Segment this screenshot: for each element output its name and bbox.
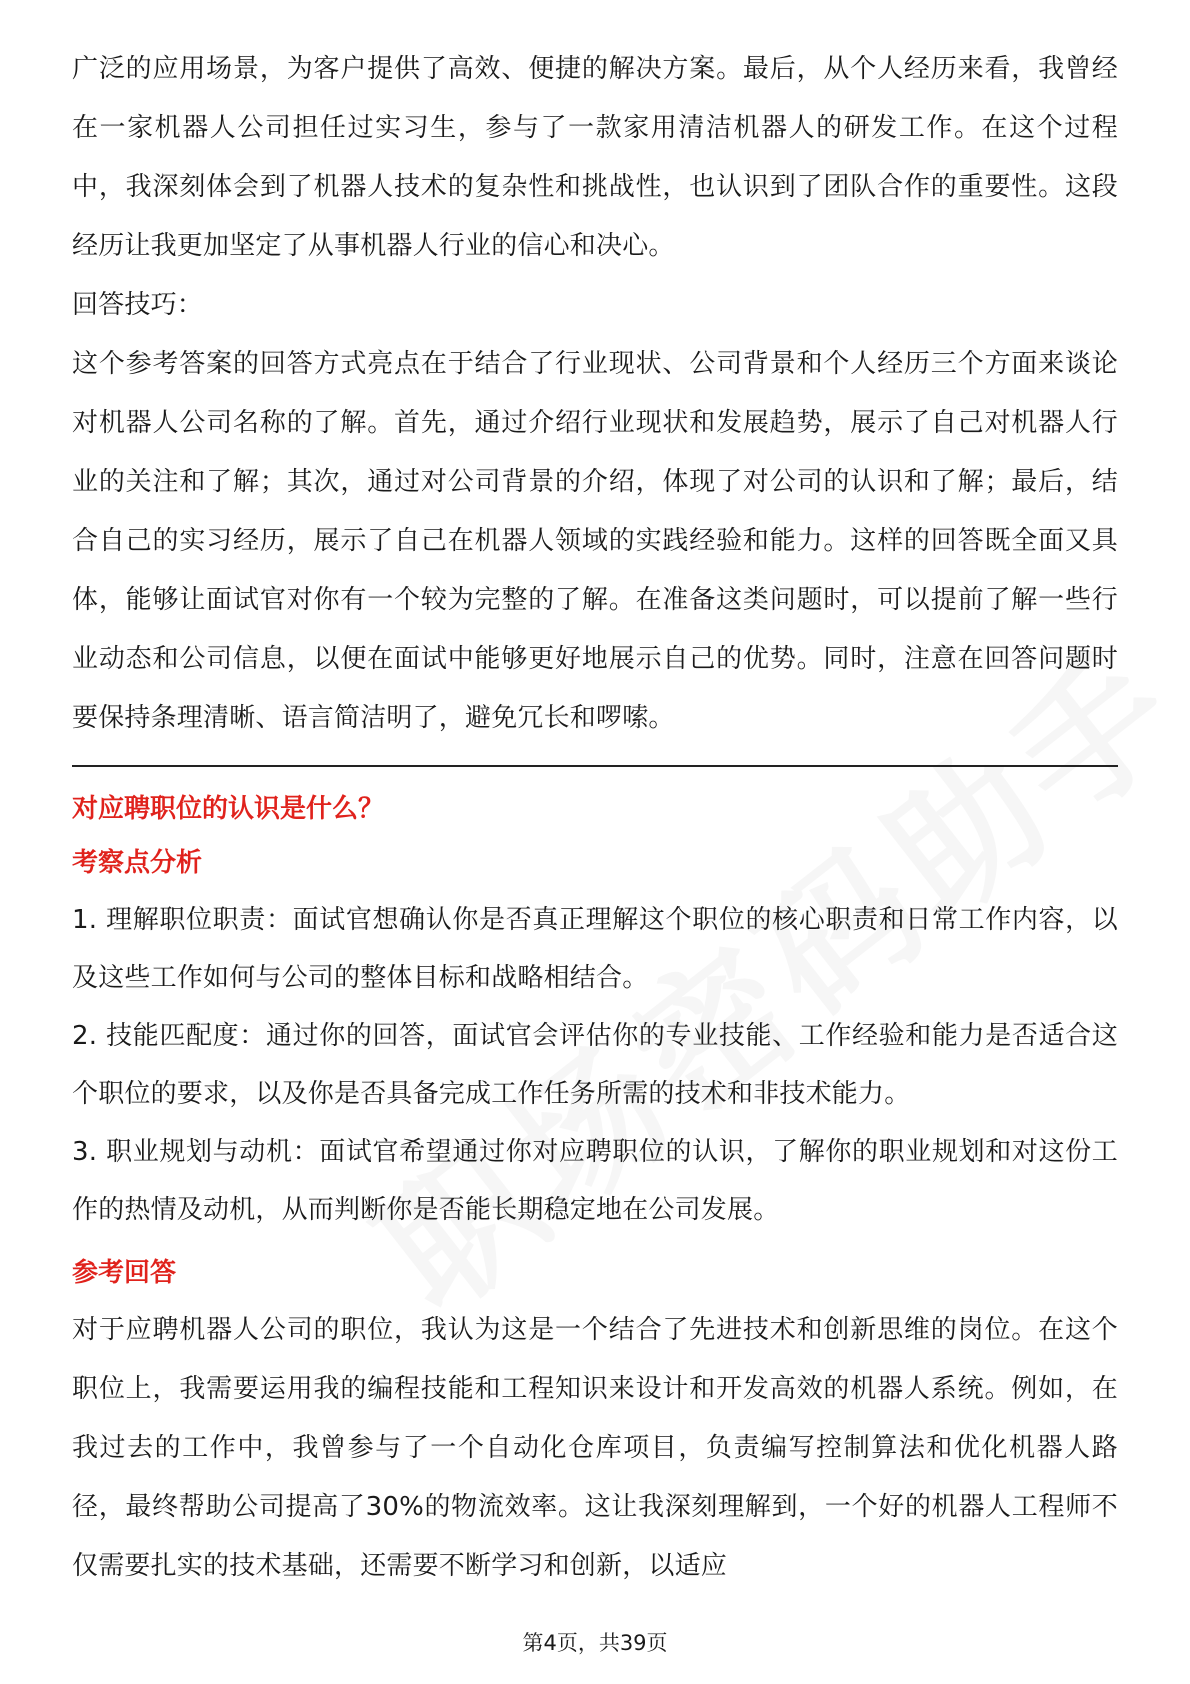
section-divider xyxy=(72,765,1118,767)
analysis-item: 2. 技能匹配度：通过你的回答，面试官会评估你的专业技能、工作经验和能力是否适合这个职位的要求，以及你是否具备完成工作任务所需的技术和非技术能力。 xyxy=(72,1021,1118,1109)
answer-paragraph: 对于应聘机器人公司的职位，我认为这是一个结合了先进技术和创新思维的岗位。在这个职位上，我需要运用我的编程技能和工程知识来设计和开发高效的机器人系统。例如，在我过去的工作中，我曾参与了一个自动化仓库项目，负责编写控制算法和优化机器人路径，最终帮助公司提高了30%的物流效率。这让我深刻理解到，一个好的机器人工程师不仅需要扎实的技术基础，还需要不断学习和创新，以适应 xyxy=(72,1315,1118,1581)
document-page xyxy=(72,40,1118,1596)
analysis-heading: 考察点分析 xyxy=(72,848,203,878)
tips-paragraph: 这个参考答案的回答方式亮点在于结合了行业现状、公司背景和个人经历三个方面来谈论对机器人公司名称的了解。首先，通过介绍行业现状和发展趋势，展示了自己对机器人行业的关注和了解；其次，通过对公司背景的介绍，体现了对公司的认识和了解；最后，结合自己的实习经历，展示了自己在机器人领域的实践经验和能力。这样的回答既全面又具体，能够让面试官对你有一个较为完整的了解。在准备这类问题时，可以提前了解一些行业动态和公司信息，以便在面试中能够更好地展示自己的优势。同时，注意在回答问题时要保持条理清晰、语言简洁明了，避免冗长和啰嗦。 xyxy=(72,349,1118,733)
analysis-item: 3. 职业规划与动机：面试官希望通过你对应聘职位的认识，了解你的职业规划和对这份工作的热情及动机，从而判断你是否能长期稳定地在公司发展。 xyxy=(72,1137,1118,1225)
answer-heading: 参考回答 xyxy=(72,1258,177,1288)
analysis-item: 1. 理解职位职责：面试官想确认你是否真正理解这个职位的核心职责和日常工作内容，以及这些工作如何与公司的整体目标和战略相结合。 xyxy=(72,905,1118,993)
intro-paragraph: 广泛的应用场景，为客户提供了高效、便捷的解决方案。最后，从个人经历来看，我曾经在一家机器人公司担任过实习生，参与了一款家用清洁机器人的研发工作。在这个过程中，我深刻体会到了机器人技术的复杂性和挑战性，也认识到了团队合作的重要性。这段经历让我更加坚定了从事机器人行业的信心和决心。 xyxy=(72,54,1118,261)
tips-label: 回答技巧： xyxy=(72,290,204,320)
page-footer: 第4页，共39页 xyxy=(522,1631,668,1655)
question-title: 对应聘职位的认识是什么？ xyxy=(72,794,385,824)
